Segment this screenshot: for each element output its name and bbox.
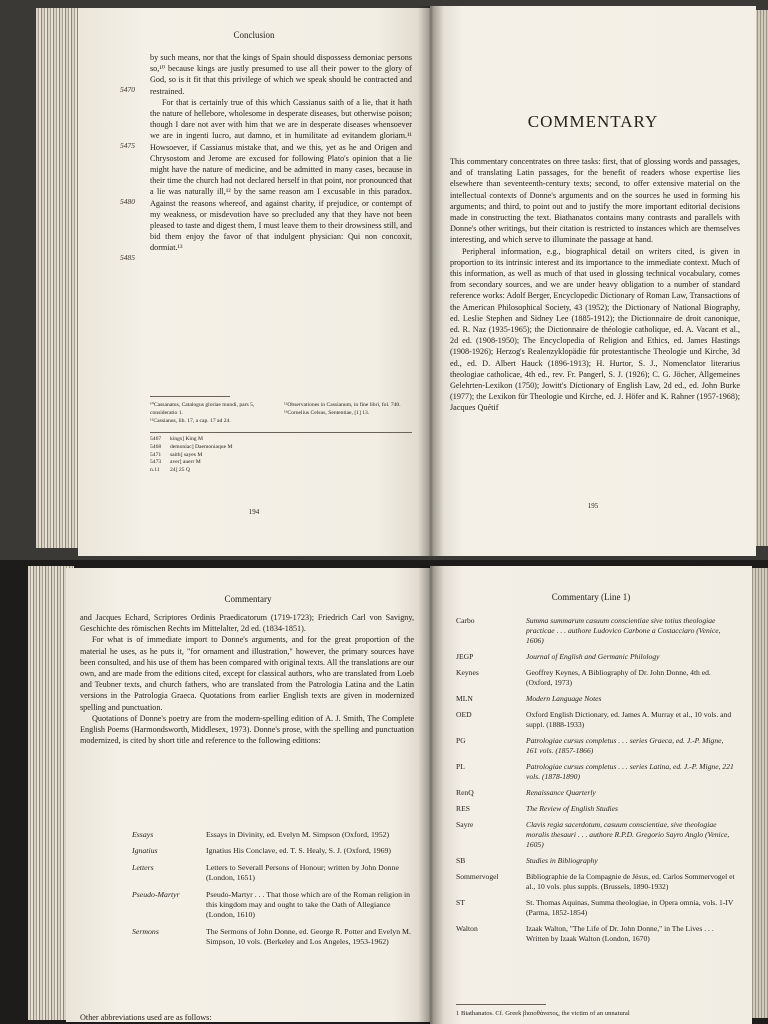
page-edges-left <box>36 8 82 548</box>
page-number: 195 <box>587 502 599 510</box>
page-commentary-left <box>66 568 430 1022</box>
running-head: Commentary <box>224 594 272 604</box>
paragraph: For what is of immediate import to Donne's arguments, and for the great proportion of the material he uses, as he puts it, "for ornament and illustration," however, the primary sources have been consulted, and his use of them has been compared with original texts. All the translations are our own, and are made from the editions cited, except for classical authors, who are translated from Loeb and Teubner texts, and church fathers, who are translated from the Patrologia Latina and the Latin versions in the Patrologia Graeca. Quotations from earlier English texts are given in modernized spelling and punctuation. <box>80 635 415 712</box>
paragraph: and Jacques Echard, Scriptores Ordinis Praedicatorum (1719-1723); Friedrich Carl von Savigny, Geschichte des römischen Rechts im Mittelalter, 2d ed. (1834-1851). <box>80 613 414 634</box>
variant-row: 5473 aver] auerr M <box>150 459 201 466</box>
abbreviation-row: Walton Izaak Walton, "The Life of Dr. John Donne," in The Lives . . . Written by Izaak Walton (London, 1670) <box>456 924 714 943</box>
paragraph: by such means, nor that the kings of Spain should dispossess demoniac persons so,¹⁰ because kings are justly presumed to use all their power to the glory of God, so is it fit that this privilege of which we speak should be contracted and restrained. <box>150 53 412 96</box>
variant-row: 5467 kings] King M <box>150 436 203 442</box>
edition-row: Letters Letters to Severall Persons of Honour; written by John Donne (London, 1651) <box>132 862 399 883</box>
footnote: ¹⁰Cassanatus, Catalogus gloriae mundi, pars 5, consideratio 1. <box>150 402 255 416</box>
abbreviation-row: JEGP Journal of English and Germanic Philology <box>456 652 660 661</box>
page-195 <box>430 6 756 556</box>
footnotes-right <box>284 401 412 417</box>
footnote: ¹³Cornelius Celsus, Sententiae, [1] 13. <box>284 410 370 416</box>
line-number: 5480 <box>120 197 135 206</box>
bottom-book-spread <box>0 560 768 1024</box>
paragraph: Quotations of Donne's poetry are from the modern-spelling edition of A. J. Smith, The Complete English Poems (Harmondsworth, Middlesex, 1973). Donne's prose, with the spelling and punctuation modernized, is cited by short title and reference to the following editions: <box>80 713 414 746</box>
abbreviation-row: Carbo Summa summarum casuum conscientiae sive totius theologiae practicae . . . authore Ludovico Carbone a Costacciaro (Venice, 1606) <box>456 616 721 645</box>
body-text <box>80 612 414 746</box>
paragraph: Peripheral information, e.g., biographical detail on writers cited, is given in proportion to its intrinsic interest and its importance to the immediate context. Much of this information, as well as much of that used in glossing technical vocabulary, comes from secondary sources, and we are under heavy obligation to a number of standard reference works: Adolf Berger, Encyclopedic Dictionary of Roman Law, Transactions of the American Philosophical Society, 43 (1952); the Dictionary of National Biography, ed. Leslie Stephen and Sidney Lee (1885-1912); the Dictionnaire de droit canonique, ed. R. Naz (1935-1965); the Dictionnaire de théologie catholique, ed. A. Vacant et al., 2d ed. (1908-1950); The Encyclopedia of Religion and Ethics, ed. James Hastings (1908-1926); Herzog's Realenzyklopädie für protestantische Theologie und Kirche, 3d ed., ed. D. Albert Hauck (1896-1913); H. Hurtor, S. J., Nomenclator literarius theologiae catholicae, 4th ed., rev. Fr. Pangerl, S. J. (1926); C. G. Jöcher, Allgemeines Gelehrten-Lexikon (1750); Jowitt's Dictionary of English Law, 2d ed., ed. John Burke (1977); the Lexikon für Theologie und Kirche, ed. J. Höfer and K. Rahner (1957-1968); Jacques Quétif <box>450 246 741 413</box>
section-heading: COMMENTARY <box>527 112 659 131</box>
abbreviation-row: SB Studies in Bibliography <box>456 856 598 865</box>
abbreviation-row: ST St. Thomas Aquinas, Summa theologiae, in Opera omnia, vols. 1-IV (Parma, 1852-1854) <box>456 898 734 917</box>
abbreviation-row: OED Oxford English Dictionary, ed. James A. Murray et al., 10 vols. and suppl. (1888-1933) <box>456 710 732 729</box>
variant-row: 5468 demoniac] Daemoniaque M <box>150 443 233 450</box>
running-head: Conclusion <box>233 30 275 40</box>
line-number: 5485 <box>120 253 135 262</box>
abbreviation-row: MLN Modern Language Notes <box>456 694 602 703</box>
note-rule <box>456 1004 546 1005</box>
footnotes-left <box>150 401 278 425</box>
edition-row: Pseudo-Martyr Pseudo-Martyr . . . That those which are of the Roman religion in this kingdom may and ought to take the Oath of Allegiance (London, 1610) <box>132 889 411 920</box>
page-commentary-right <box>430 566 752 1024</box>
footnote-rule <box>150 396 230 397</box>
paragraph: For that is certainly true of this which Cassianus saith of a lie, that it hath the nature of hellebore, wholesome in desperate diseases, but otherwise poison; though I dare not aver with him that we are in desperate diseases whensoever we are in ingenti lucro, aut damno, et in humilitate ad evitandem gloriam.¹¹ Howsoever, if Cassianus mistake that, and we this, yet as he and Origen and Chrysostom and Jerome are excused for following Plato's opinion that a lie might have the nature of medicine, and be admitted in many cases, because in their time the church had not declared herself in that point, nor pronounced that a lie was naturally ill,¹² by the same reason am I excusable in this paradox. Against the reasons whereof, and against charity, if prejudice, or contempt of my weakness, or misdevotion have so precluded any that they have not been pleased to taste and digest them, I must leave them to their drowsiness still, and bid them enjoy the favor of that indulgent physician: Qui non concoxit, dormiat.¹³ <box>150 97 412 253</box>
line-number: 5475 <box>120 141 135 150</box>
edition-row: Essays Essays in Divinity, ed. Evelyn M. Simpson (Oxford, 1952) <box>132 830 390 839</box>
page-edges-right <box>750 568 768 1018</box>
textual-variants <box>150 436 310 475</box>
abbreviation-row: Sommervogel Bibliographie de la Compagnie de Jésus, ed. Carlos Sommervogel et al., 10 vols. plus suppls. (Brussels, 1890-1932) <box>456 872 735 891</box>
body-text <box>150 52 412 254</box>
running-head: Commentary (Line 1) <box>551 592 631 602</box>
book-gutter <box>418 566 444 1024</box>
page-194 <box>78 8 430 556</box>
line-number: 5470 <box>120 85 135 94</box>
abbreviation-row: Keynes Geoffrey Keynes, A Bibliography of Dr. John Donne, 4th ed. (Oxford, 1973) <box>456 668 711 687</box>
body-text <box>450 156 740 414</box>
page-number: 194 <box>248 508 260 516</box>
variants-rule <box>150 432 412 433</box>
book-gutter <box>418 6 444 556</box>
abbreviation-row: Sayre Clavis regia sacerdotum, casuum conscientiae, sive theologiae moralis thesauri . . . authore R.P.D. Gregorio Sayro Anglo (Venice, 1605) <box>456 820 730 849</box>
abbreviation-row: PL Patrologiae cursus completus . . . series Latina, ed. J.-P. Migne, 221 vols. (1878-1890) <box>456 762 734 781</box>
footnote: ¹²Observationes in Cassianum, in fine libri, fol. 740. <box>284 402 401 408</box>
abbreviation-row: RES The Review of English Studies <box>456 804 618 813</box>
variant-row: n.11 24] 25 Q <box>150 467 190 474</box>
bottom-note: 1 Biathanatos. Cf. Greek βιαιοθάνατος, the victim of an unnatural <box>456 1010 630 1017</box>
abbreviation-row: RenQ Renaissance Quarterly <box>456 788 596 797</box>
abbreviation-row: PG Patrologiae cursus completus . . . series Graeca, ed. J.-P. Migne, 161 vols. (1857-1866) <box>456 736 724 755</box>
page-edges-right <box>755 10 768 546</box>
variant-row: 5471 saith] sayes M <box>150 451 203 458</box>
paragraph: This commentary concentrates on three tasks: first, that of glossing words and passages, and of translating Latin passages, for the benefit of readers whose expertise lies elsewhere than seventeenth-century texts; second, to offer extensive material on the intellectual contexts of Donne's arguments and on the sources he used in forming his arguments; and third, to point out and to justify the more important editorial decisions made in constructing the text. Biathanatos contains many contrasts and parallels with Donne's other writings, but their citation is restricted to instances which are themselves interesting, and which serve to illuminate the passage at hand. <box>450 157 740 245</box>
edition-row: Sermons The Sermons of John Donne, ed. George R. Potter and Evelyn M. Simpson, 10 vols. (Berkeley and Los Angeles, 1953-1962) <box>132 926 411 947</box>
abbreviations-table <box>456 616 736 950</box>
closing-line: Other abbreviations used are as follows: <box>80 1013 212 1022</box>
footnote: ¹¹Cassianus, lib. 17, a cap. 17 ad 24. <box>150 418 231 424</box>
edition-row: Ignatius Ignatius His Conclave, ed. T. S. Healy, S. J. (Oxford, 1969) <box>132 846 392 856</box>
editions-table <box>132 830 414 954</box>
